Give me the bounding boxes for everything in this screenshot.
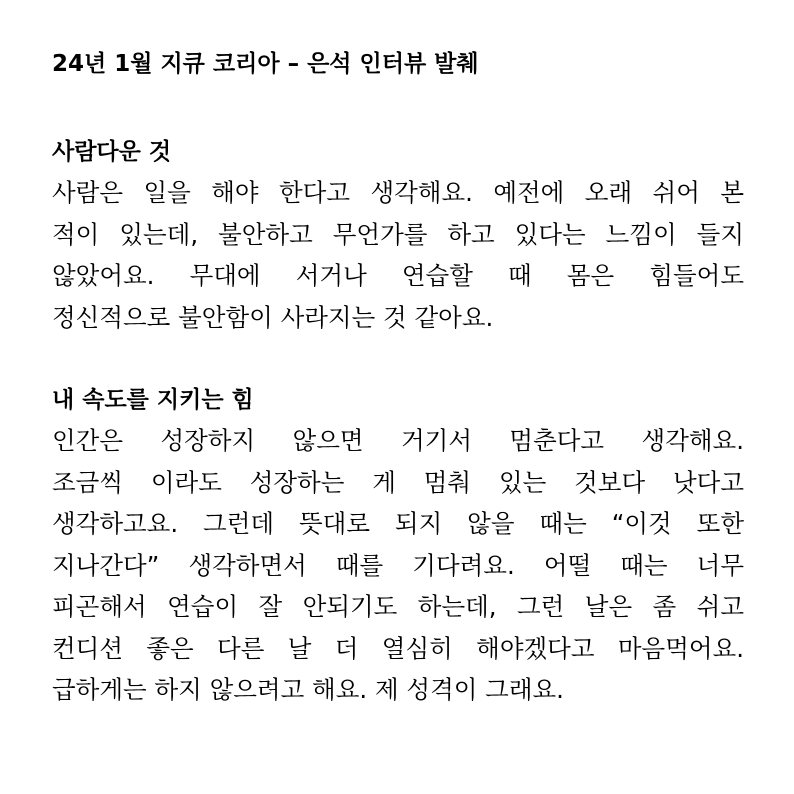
section-being-human bbox=[52, 132, 744, 338]
section-own-pace bbox=[52, 380, 744, 711]
paragraph-line: 피곤해서 연습이 잘 안되기도 하는데, 그런 날은 좀 쉬고 bbox=[52, 592, 744, 621]
paragraph-line: 조금씩 이라도 성장하는 게 멈춰 있는 것보다 낫다고 bbox=[52, 467, 744, 497]
section-heading: 내 속도를 지키는 힘 bbox=[52, 387, 254, 413]
document-page bbox=[52, 44, 744, 753]
paragraph-line: 적이 있는데, 불안하고 무언가를 하고 있다는 느낌이 들지 bbox=[52, 219, 744, 249]
paragraph-line: 않았어요. 무대에 서거나 연습할 때 몸은 힘들어도 bbox=[52, 261, 744, 290]
section-heading: 사람다운 것 bbox=[52, 139, 172, 165]
paragraph-line: 정신적으로 불안함이 사라지는 것 같아요. bbox=[52, 302, 494, 332]
paragraph-line: 인간은 성장하지 않으면 거기서 멈춘다고 생각해요. bbox=[52, 426, 744, 455]
section-paragraph bbox=[52, 420, 744, 711]
paragraph-line: 지나간다” 생각하면서 때를 기다려요. 어떨 때는 너무 bbox=[52, 550, 744, 580]
document-title: 24년 1월 지큐 코리아 – 은석 인터뷰 발췌 bbox=[52, 51, 479, 77]
paragraph-line: 사람은 일을 해야 한다고 생각해요. 예전에 오래 쉬어 본 bbox=[52, 178, 744, 207]
paragraph-line: 컨디션 좋은 다른 날 더 열심히 해야겠다고 마음먹어요. bbox=[52, 633, 744, 663]
paragraph-line: 생각하고요. 그런데 뜻대로 되지 않을 때는 “이것 또한 bbox=[52, 509, 744, 538]
paragraph-line: 급하게는 하지 않으려고 해요. 제 성격이 그래요. bbox=[52, 675, 564, 704]
section-paragraph bbox=[52, 172, 744, 338]
